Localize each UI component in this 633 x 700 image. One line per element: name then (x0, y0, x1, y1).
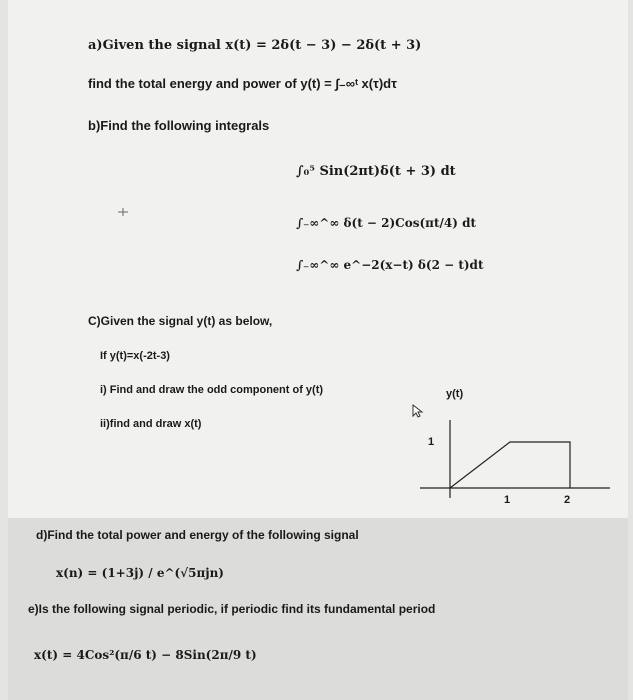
question-b-integral3: ∫₋∞^∞ e^−2(x−t) δ(2 − t)dt (296, 258, 484, 272)
question-a-line1: a)Given the signal x(t) = 2δ(t − 3) − 2δ(t + 3) (88, 38, 422, 53)
graph-series-line (450, 442, 570, 488)
question-b-integral2: ∫₋∞^∞ δ(t − 2)Cos(πt/4) dt (296, 216, 477, 230)
question-e-heading: e)Is the following signal periodic, if periodic find its fundamental period (28, 602, 436, 616)
graph-canvas (410, 380, 610, 510)
yt-graph (410, 380, 610, 510)
question-c-part-i: i) Find and draw the odd component of y(t) (100, 384, 324, 396)
question-e-formula: x(t) = 4Cos²(π/6 t) − 8Sin(2π/9 t) (34, 648, 257, 662)
graph-xtick-1: 1 (504, 494, 511, 506)
question-b-heading: b)Find the following integrals (88, 118, 270, 133)
question-c-part-ii: ii)find and draw x(t) (100, 418, 202, 430)
question-c-heading: C)Given the signal y(t) as below, (88, 314, 273, 328)
question-c-condition: If y(t)=x(-2t-3) (100, 350, 170, 362)
cursor-arrow-icon (412, 404, 424, 418)
graph-ytick-1: 1 (428, 436, 435, 448)
graph-ylabel: y(t) (446, 388, 464, 400)
question-a-line2: find the total energy and power of y(t) = ∫₋∞ᵗ x(τ)dτ (88, 76, 397, 91)
cross-mark-icon (116, 206, 130, 218)
question-b-integral1: ∫₀⁵ Sin(2πt)δ(t + 3) dt (296, 164, 456, 179)
question-d-formula: x(n) = (1+3j) / e^(√5πjn) (56, 566, 224, 580)
question-d-heading: d)Find the total power and energy of the following signal (36, 528, 359, 542)
graph-xtick-2: 2 (564, 494, 571, 506)
